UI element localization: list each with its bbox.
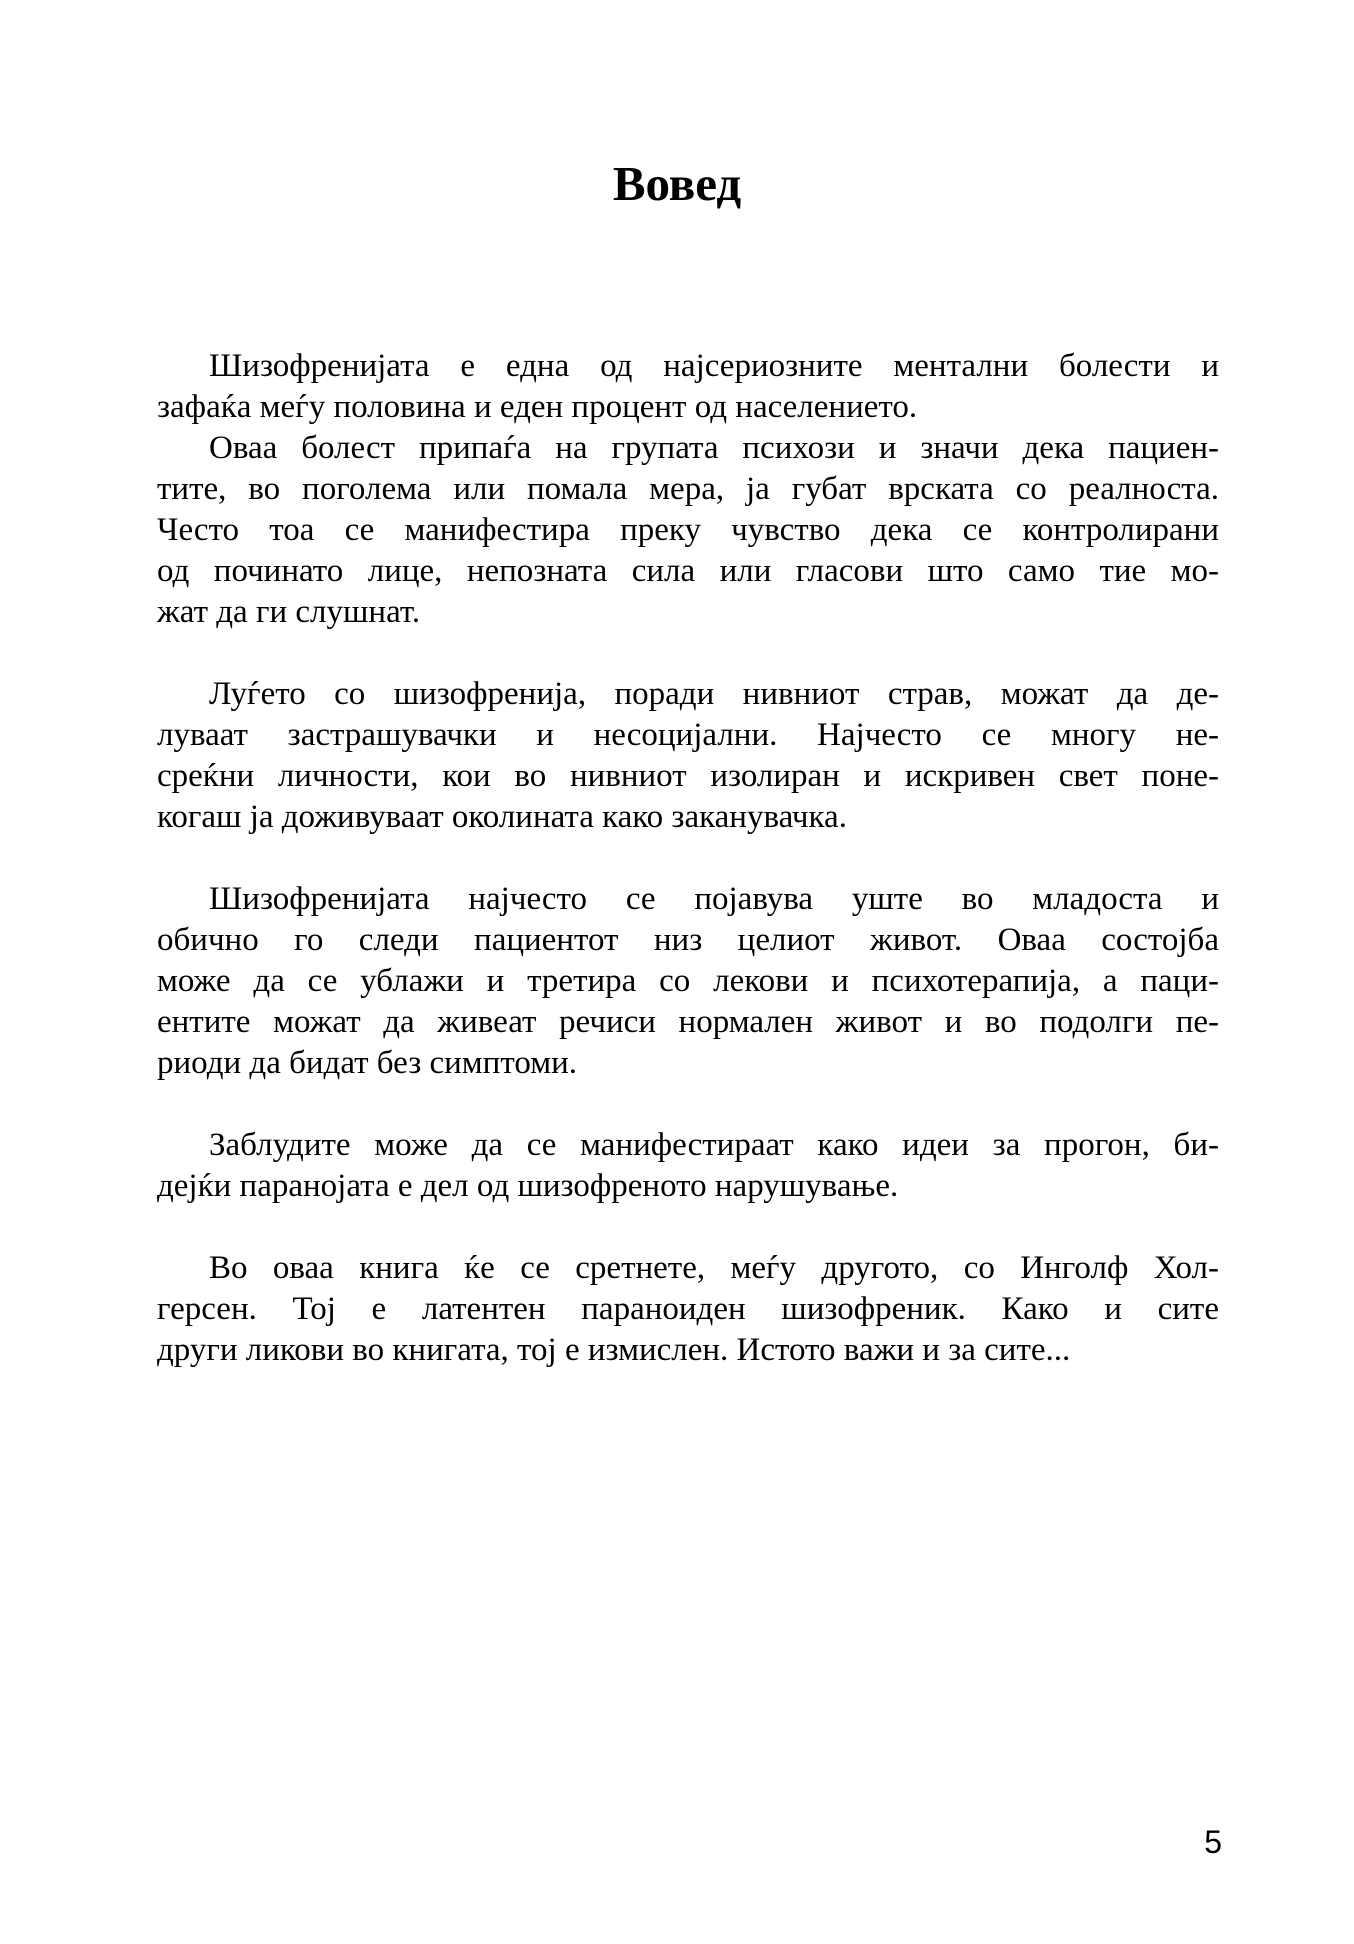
text-line: Оваа болест припаѓа на групата психози и значи дека пациен-: [209, 430, 1219, 466]
text-line: тите, во поголема или помала мера, ја губат врската со реалноста.: [157, 471, 1219, 507]
text-line: зафаќа меѓу половина и еден процент од населението.: [157, 389, 918, 425]
paragraph-gap: [157, 1207, 1219, 1248]
text-line: Често тоа се манифестира преку чувство дека се контролирани: [157, 512, 1219, 548]
page-number: 5: [1204, 1824, 1222, 1860]
text-line: Луѓето со шизофренија, поради нивниот страв, можат да де-: [209, 676, 1219, 712]
text-line: дејќи паранојата е дел од шизофреното нарушување.: [157, 1168, 899, 1204]
text-line: среќни личности, кои во нивниот изолиран и искривен свет поне-: [157, 758, 1219, 794]
body-text: [157, 346, 1219, 1371]
text-line: други ликови во книгата, тој е измислен. Истото важи и за сите...: [157, 1332, 1071, 1368]
text-line: обично го следи пациентот низ целиот живот. Оваа состојба: [157, 922, 1219, 958]
text-line: од починато лице, непозната сила или гласови што само тие мо-: [157, 553, 1219, 589]
text-line: риоди да бидат без симптоми.: [157, 1045, 577, 1081]
text-line: Шизофренијата најчесто се појавува уште во младоста и: [209, 881, 1219, 917]
text-line: жат да ги слушнат.: [157, 594, 421, 630]
text-line: герсен. Тој е латентен параноиден шизофреник. Како и сите: [157, 1291, 1219, 1327]
text-line: Во оваа книга ќе се сретнете, меѓу другото, со Инголф Хол-: [209, 1250, 1219, 1286]
page-title: Вовед: [612, 156, 742, 211]
text-line: Заблудите може да се манифестираат како идеи за прогон, би-: [209, 1127, 1219, 1163]
paragraph-gap: [157, 633, 1219, 674]
text-line: Шизофренијата е една од најсериозните ментални болести и: [209, 348, 1219, 384]
text-line: луваат застрашувачки и несоцијални. Најчесто се многу не-: [157, 717, 1219, 753]
paragraph-gap: [157, 1084, 1219, 1125]
text-line: може да се ублажи и третира со лекови и психотерапија, а паци-: [157, 963, 1219, 999]
text-line: когаш ја доживуваат околината како заканувачка.: [157, 799, 847, 835]
paragraph-gap: [157, 838, 1219, 879]
text-line: ентите можат да живеат речиси нормален живот и во подолги пе-: [157, 1004, 1219, 1040]
